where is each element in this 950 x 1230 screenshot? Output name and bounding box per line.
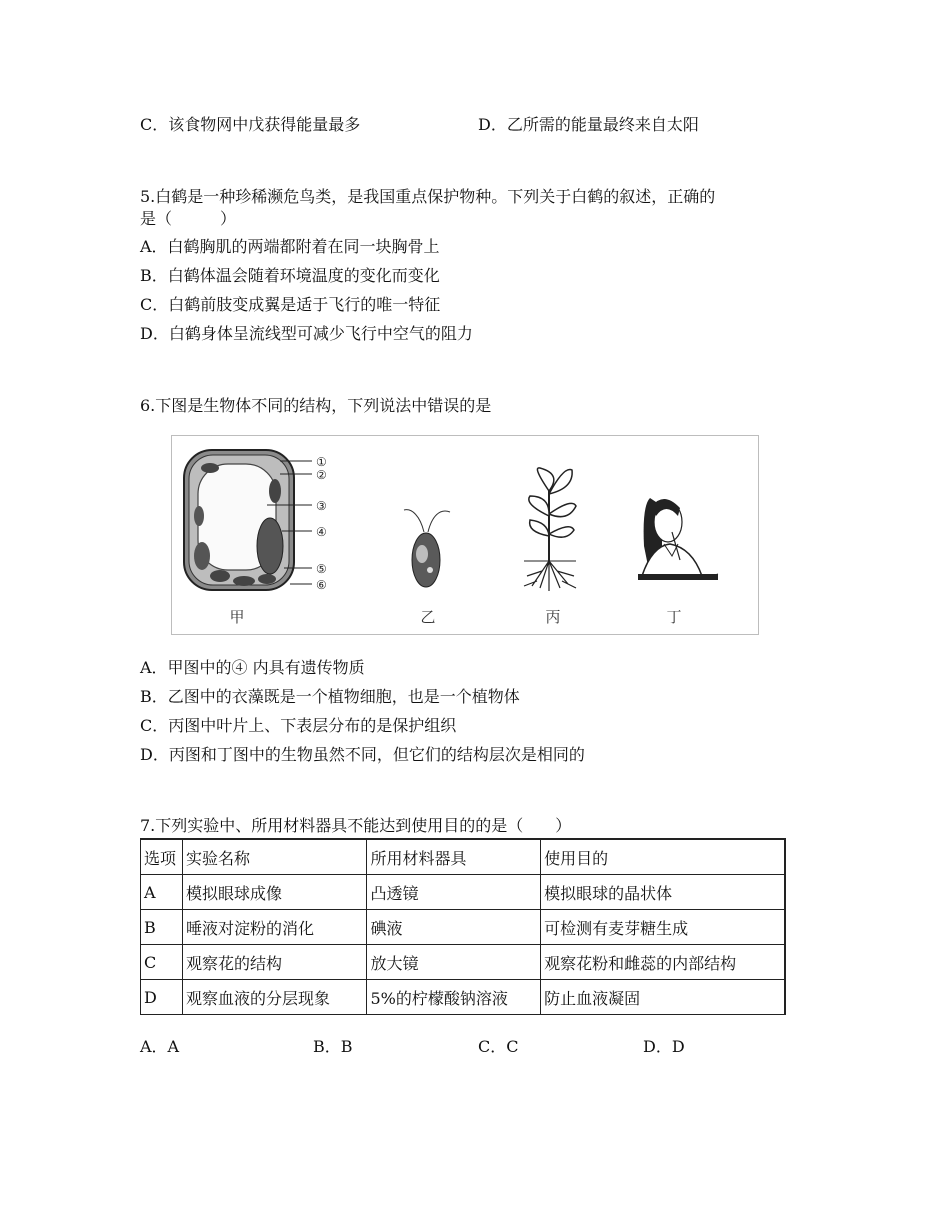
table-cell: A (141, 875, 183, 910)
table-cell: 防止血液凝固 (541, 980, 785, 1015)
q6-option-b: B．乙图中的衣藻既是一个植物细胞，也是一个植物体 (140, 687, 520, 706)
caption-jia: 甲 (229, 608, 245, 626)
q5-option-d: D．白鹤身体呈流线型可减少飞行中空气的阻力 (140, 324, 473, 343)
q5-option-b: B．白鹤体温会随着环境温度的变化而变化 (140, 266, 440, 285)
header-cell: 所用材料器具 (367, 839, 541, 875)
table-cell: 碘液 (367, 910, 541, 945)
table-cell: 唾液对淀粉的消化 (182, 910, 367, 945)
q6-option-a: A．甲图中的④ 内具有遗传物质 (140, 658, 365, 677)
table-row (141, 910, 786, 945)
table-cell: 观察花的结构 (182, 945, 367, 980)
plant-illustration (524, 468, 576, 591)
label-2: ② (316, 468, 327, 482)
table-header-row (141, 839, 786, 875)
table-cell: 模拟眼球的晶状体 (541, 875, 785, 910)
q4-options (140, 114, 360, 136)
header-cell: 实验名称 (182, 839, 367, 875)
table-row (141, 945, 786, 980)
q7-stem: 7.下列实验中、所用材料器具不能达到使用目的的是（ ） (140, 816, 572, 835)
q7-answer-a: A．A (140, 1037, 180, 1056)
table-cell: 凸透镜 (367, 875, 541, 910)
q6-option-c: C．丙图中叶片上、下表层分布的是保护组织 (140, 716, 457, 735)
table-cell: 观察花粉和雌蕊的内部结构 (541, 945, 785, 980)
table-row (141, 980, 786, 1015)
q5-option-a: A．白鹤胸肌的两端都附着在同一块胸骨上 (140, 237, 440, 256)
q4-option-d: D．乙所需的能量最终来自太阳 (478, 115, 699, 134)
table-cell: 模拟眼球成像 (182, 875, 367, 910)
q7-answer-b: B．B (313, 1037, 353, 1056)
q6-stem: 6.下图是生物体不同的结构，下列说法中错误的是 (140, 396, 492, 415)
label-4: ④ (316, 525, 327, 539)
q4-option-d-row (478, 114, 699, 136)
caption-yi: 乙 (420, 608, 436, 626)
q5-stem-line2: 是（ ） (140, 209, 237, 228)
q7-answer-c: C．C (478, 1037, 519, 1056)
q4-option-c: C．该食物网中戊获得能量最多 (140, 115, 361, 134)
plant-cell-illustration (184, 450, 327, 592)
table-cell: 可检测有麦芽糖生成 (541, 910, 785, 945)
header-cell: 选项 (141, 839, 183, 875)
chlamydomonas-illustration (404, 510, 450, 587)
q5-option-c: C．白鹤前肢变成翼是适于飞行的唯一特征 (140, 295, 441, 314)
q7-table (140, 838, 786, 1015)
caption-ding: 丁 (666, 608, 682, 626)
label-3: ③ (316, 499, 327, 513)
q6-option-d: D．丙图和丁图中的生物虽然不同，但它们的结构层次是相同的 (140, 745, 585, 764)
header-cell: 使用目的 (541, 839, 785, 875)
table-cell: D (141, 980, 183, 1015)
q7-answer-d: D．D (643, 1037, 685, 1056)
label-1: ① (316, 455, 327, 469)
caption-bing: 丙 (545, 608, 561, 626)
label-5: ⑤ (316, 562, 327, 576)
table-row (141, 875, 786, 910)
table-cell: B (141, 910, 183, 945)
q5-stem-line1: 5.白鹤是一种珍稀濒危鸟类，是我国重点保护物种。下列关于白鹤的叙述，正确的 (140, 187, 716, 206)
q6-figure-drawing (172, 436, 758, 634)
q6-figure (171, 435, 759, 635)
table-cell: 放大镜 (367, 945, 541, 980)
person-illustration (638, 498, 718, 580)
table-cell: 5%的柠檬酸钠溶液 (367, 980, 541, 1015)
table-cell: C (141, 945, 183, 980)
label-6: ⑥ (316, 578, 327, 592)
table-cell: 观察血液的分层现象 (182, 980, 367, 1015)
